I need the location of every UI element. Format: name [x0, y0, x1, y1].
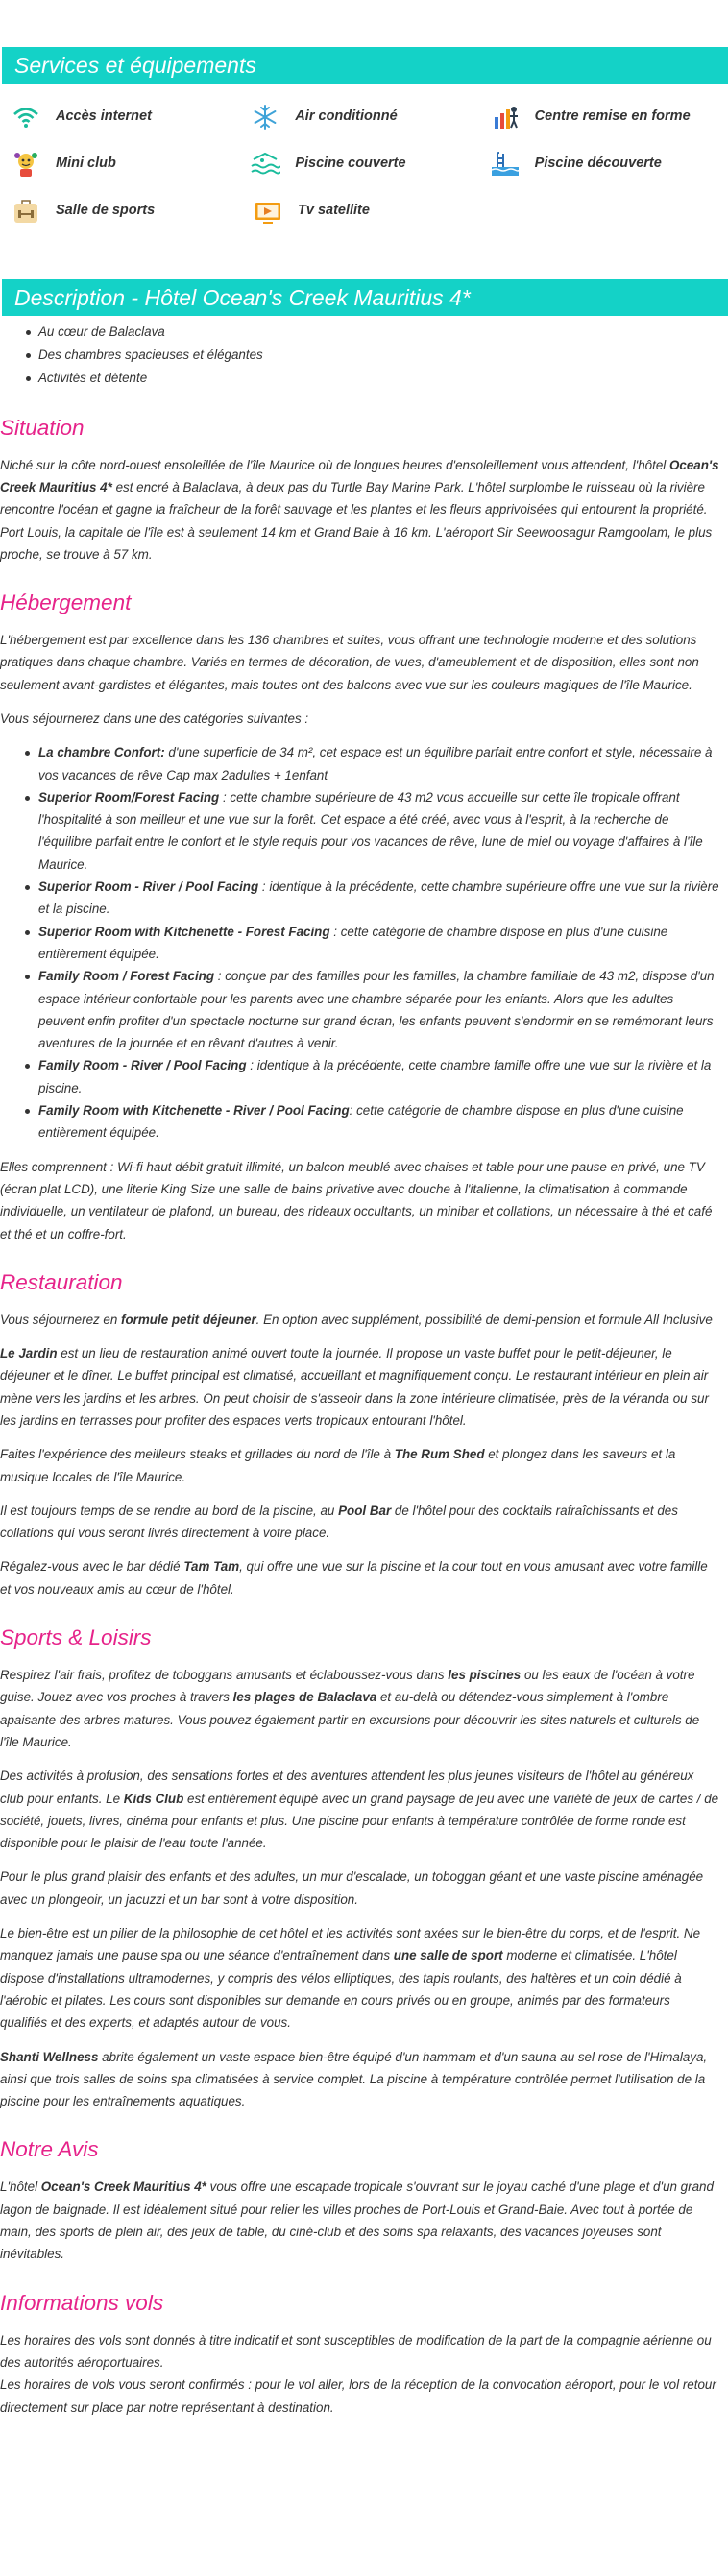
- section-title-avis: Notre Avis: [0, 2137, 99, 2162]
- section-title-restauration: Restauration: [0, 1269, 123, 1294]
- amenity-outdoor-pool: Piscine découverte: [489, 151, 728, 178]
- restauration-pool-bar-text: Il est toujours temps de se rendre au bord de la piscine, au Pool Bar de l'hôtel pour des cocktails rafraîchissants et des collations qui vous seront livrés directement à votre place.: [0, 1503, 678, 1541]
- avis-text: L'hôtel Ocean's Creek Mauritius 4* vous offre une escapade tropicale s'ouvrant sur le joyau caché d'une plage et d'un grand lagon de baignade. Il est idéalement situé pour relier les villes proches de Port-Louis et Grand-Baie. Avec tout à portée de main, des sports de plein air, des jeux de table, du ciné-club et des soins spa relaxants, des vacances joyeuses sont inévitables.: [0, 2179, 714, 2262]
- amenity-gym: Salle de sports: [10, 198, 252, 225]
- amenity-indoor-pool: Piscine couverte: [249, 151, 488, 178]
- room-category-item: Superior Room with Kitchenette - Forest Facing : cette catégorie de chambre dispose en plus d'une cuisine entièrement équipée.: [38, 921, 720, 966]
- situation-text: Niché sur la côte nord-ouest ensoleillée de l'île Maurice où de longues heures d'ensoleillement vous attendent, l'hôtel Ocean's Creek Mauritius 4* est encré à Balaclava, à deux pas du Turtle Bay Marine Park. L'hôtel surplombe le ruisseau où la rivière rencontre l'océan et gagne la fraîcheur de la forêt sauvage et les plantes et les fleurs apprivoisées qui entourent la propriété. Port Louis, la capitale de l'île est à seulement 14 km et Grand Baie à 16 km. L'aéroport Sir Seewoosagur Ramgoolam, le plus proche, se trouve à 57 km.: [0, 457, 719, 562]
- restauration-tam-tam-text: Régalez-vous avec le bar dédié Tam Tam, qui offre une vue sur la piscine et la cour tout en vous amusant avec votre famille et vos nouveaux amis au cœur de l'hôtel.: [0, 1559, 708, 1597]
- sports-spa-text: Shanti Wellness abrite également un vaste espace bien-être équipé d'un hammam et d'un sauna au sel rose de l'Himalaya, ainsi que trois salles de soins spa climatisées à service complet. La piscine à température contrôlée permet l'utilisation de la piscine pour les entraînements aquatiques.: [0, 2049, 708, 2109]
- list-item: Au cœur de Balaclava: [38, 321, 728, 344]
- description-banner: Description - Hôtel Ocean's Creek Mauritius 4*: [2, 279, 728, 316]
- room-equipment-text: Elles comprennent : Wi-fi haut débit gratuit illimité, un balcon meublé avec chaises et table pour une pause en privé, une TV (écran plat LCD), une literie King Size une salle de bains privative avec douche à l'italienne, la climatisation à commande individuelle, un ventilateur de plafond, un bureau, des rideaux occultants, un minibar et collations, un nécessaire à thé et café et thé et un coffre-fort.: [0, 1159, 713, 1241]
- amenity-mini-club: Mini club: [10, 151, 249, 178]
- gym-icon: [10, 198, 42, 225]
- section-title-sports: Sports & Loisirs: [0, 1625, 152, 1650]
- amenities-grid: [0, 84, 728, 234]
- snowflake-icon: [249, 104, 281, 131]
- list-item: Des chambres spacieuses et élégantes: [38, 344, 728, 367]
- kids-club-icon: [10, 151, 42, 178]
- restauration-jardin-text: Le Jardin est un lieu de restauration animé ouvert toute la journée. Il propose un vaste buffet pour le petit-déjeuner, le déjeuner et le dîner. Le buffet principal est climatisé, accueillant et magnifiquement conçu. Le restaurant intérieur en plein air mène vers les jardins et les arbres. On peut choisir de s'asseoir dans la zone intérieure climatisée, près de la véranda ou sur les jardins en terrasses pour profiter des espaces verts tropicaux entourant l'hôtel.: [0, 1346, 709, 1428]
- outdoor-pool-icon: [489, 151, 522, 178]
- sports-pools-text: Respirez l'air frais, profitez de toboggans amusants et éclaboussez-vous dans les piscines ou les eaux de l'océan à votre guise. Jouez avec vos proches à travers les plages de Balaclava et au-delà ou détendez-vous simplement à l'ombre apaisante des arbres matures. Vous pouvez également partir en excursions pour découvrir les sites naturels et culturels de l'île Maurice.: [0, 1668, 700, 1749]
- hebergement-categories-intro: Vous séjournerez dans une des catégories suivantes :: [0, 710, 309, 726]
- section-title-situation: Situation: [0, 415, 85, 440]
- vols-text-1: Les horaires des vols sont donnés à titre indicatif et sont susceptibles de modification de la part de la compagnie aérienne ou des autorités aéroportuaires.: [0, 2332, 712, 2370]
- indoor-pool-icon: [249, 151, 281, 178]
- section-title-vols: Informations vols: [0, 2290, 164, 2315]
- fitness-icon: [489, 104, 522, 131]
- hebergement-intro: L'hébergement est par excellence dans les 136 chambres et suites, vous offrant une technologie moderne et des solutions pratiques dans chaque chambre. Variés en termes de décoration, de vues, d'ameublement et de disposition, elles sont non seulement avant-gardistes et élégantes, mais toutes ont des balcons avec vue sur les couleurs magiques de l'île Maurice.: [0, 633, 699, 692]
- section-title-hebergement: Hébergement: [0, 590, 132, 615]
- description-highlights: [0, 316, 728, 391]
- wifi-icon: [10, 104, 42, 131]
- restauration-rum-shed-text: Faites l'expérience des meilleurs steaks et grillades du nord de l'île à The Rum Shed et plongez dans les saveurs et la musique locales de l'île Maurice.: [0, 1447, 676, 1484]
- sports-kids-club-text: Des activités à profusion, des sensations fortes et des aventures attendent les plus jeunes visiteurs de l'hôtel au généreux club pour enfants. Le Kids Club est entièrement équipé avec un grand paysage de jeu avec une variété de jeux de cartes / de société, jouets, livres, cinéma pour enfants et plus. Une piscine pour enfants à température contrôlée de forme ronde est disponible pour le plaisir de l'eau toute l'année.: [0, 1769, 719, 1851]
- amenity-fitness: Centre remise en forme: [489, 104, 728, 131]
- sports-wellness-text: Le bien-être est un pilier de la philosophie de cet hôtel et les activités sont axées sur le bien-être du corps, et de l'esprit. Ne manquez jamais une pause spa ou une séance d'entraînement dans une salle de sport moderne et climatisée. L'hôtel dispose d'installations ultramodernes, y compris des vélos elliptiques, des tapis roulants, des haltères et un coin dédié à l'aérobic et pilates. Les cours sont disponibles sur demande en cours privés ou en groupe, animés par des formateurs qualifiés et des experts, et adaptés autour de vous.: [0, 1926, 701, 2031]
- room-category-item: La chambre Confort: d'une superficie de 34 m², cet espace est un équilibre parfait entre confort et style, nécessaire à vos vacances de rêve Cap max 2adultes + 1enfant: [38, 741, 720, 786]
- room-category-item: Family Room - River / Pool Facing : identique à la précédente, cette chambre famille offre une vue sur la rivière et la piscine.: [38, 1054, 720, 1099]
- room-categories-list: [0, 741, 728, 1144]
- room-category-item: Family Room with Kitchenette - River / Pool Facing: cette catégorie de chambre dispose en plus d'une cuisine entièrement équipée.: [38, 1099, 720, 1144]
- vols-text-2: Les horaires de vols vous seront confirmés : pour le vol aller, lors de la réception de la convocation aéroport, pour le vol retour directement sur place par notre représentant à destination.: [0, 2377, 716, 2415]
- amenity-air-conditioning: Air conditionné: [249, 104, 488, 131]
- amenity-internet: Accès internet: [10, 104, 249, 131]
- amenity-satellite-tv: Tv satellite: [252, 198, 494, 225]
- room-category-item: Family Room / Forest Facing : conçue par des familles pour les familles, la chambre familiale de 43 m2, dispose d'un espace intérieur confortable pour les parents avec une chambre séparée pour les enfants. Alors que les adultes peuvent enfin profiter d'un spectacle nocturne sur grand écran, les enfants peuvent s'endormir en se remémorant leurs aventures de la journée et en rêvant d'autres à venir.: [38, 965, 720, 1054]
- sports-family-text: Pour le plus grand plaisir des enfants et des adultes, un mur d'escalade, un toboggan géant et une vaste piscine aménagée avec un plongeoir, un jacuzzi et un bar sont à votre disposition.: [0, 1869, 704, 1907]
- list-item: Activités et détente: [38, 367, 728, 390]
- main-content: [0, 414, 728, 2419]
- services-banner: Services et équipements: [2, 47, 728, 84]
- tv-icon: [252, 198, 284, 225]
- room-category-item: Superior Room - River / Pool Facing : identique à la précédente, cette chambre supérieure offre une vue sur la rivière et la piscine.: [38, 876, 720, 921]
- room-category-item: Superior Room/Forest Facing : cette chambre supérieure de 43 m2 vous accueille sur cette île tropicale offrant l'hospitalité à son meilleur et une vue sur la forêt. Cet espace a été créé, avec vous à l'esprit, à la recherche de l'équilibre parfait entre le confort et le style requis pour vos vacances de rêve, lune de miel ou voyage d'affaires à l'île Maurice.: [38, 786, 720, 876]
- restauration-formula-text: Vous séjournerez en formule petit déjeuner. En option avec supplément, possibilité de demi-pension et formule All Inclusive: [0, 1312, 713, 1327]
